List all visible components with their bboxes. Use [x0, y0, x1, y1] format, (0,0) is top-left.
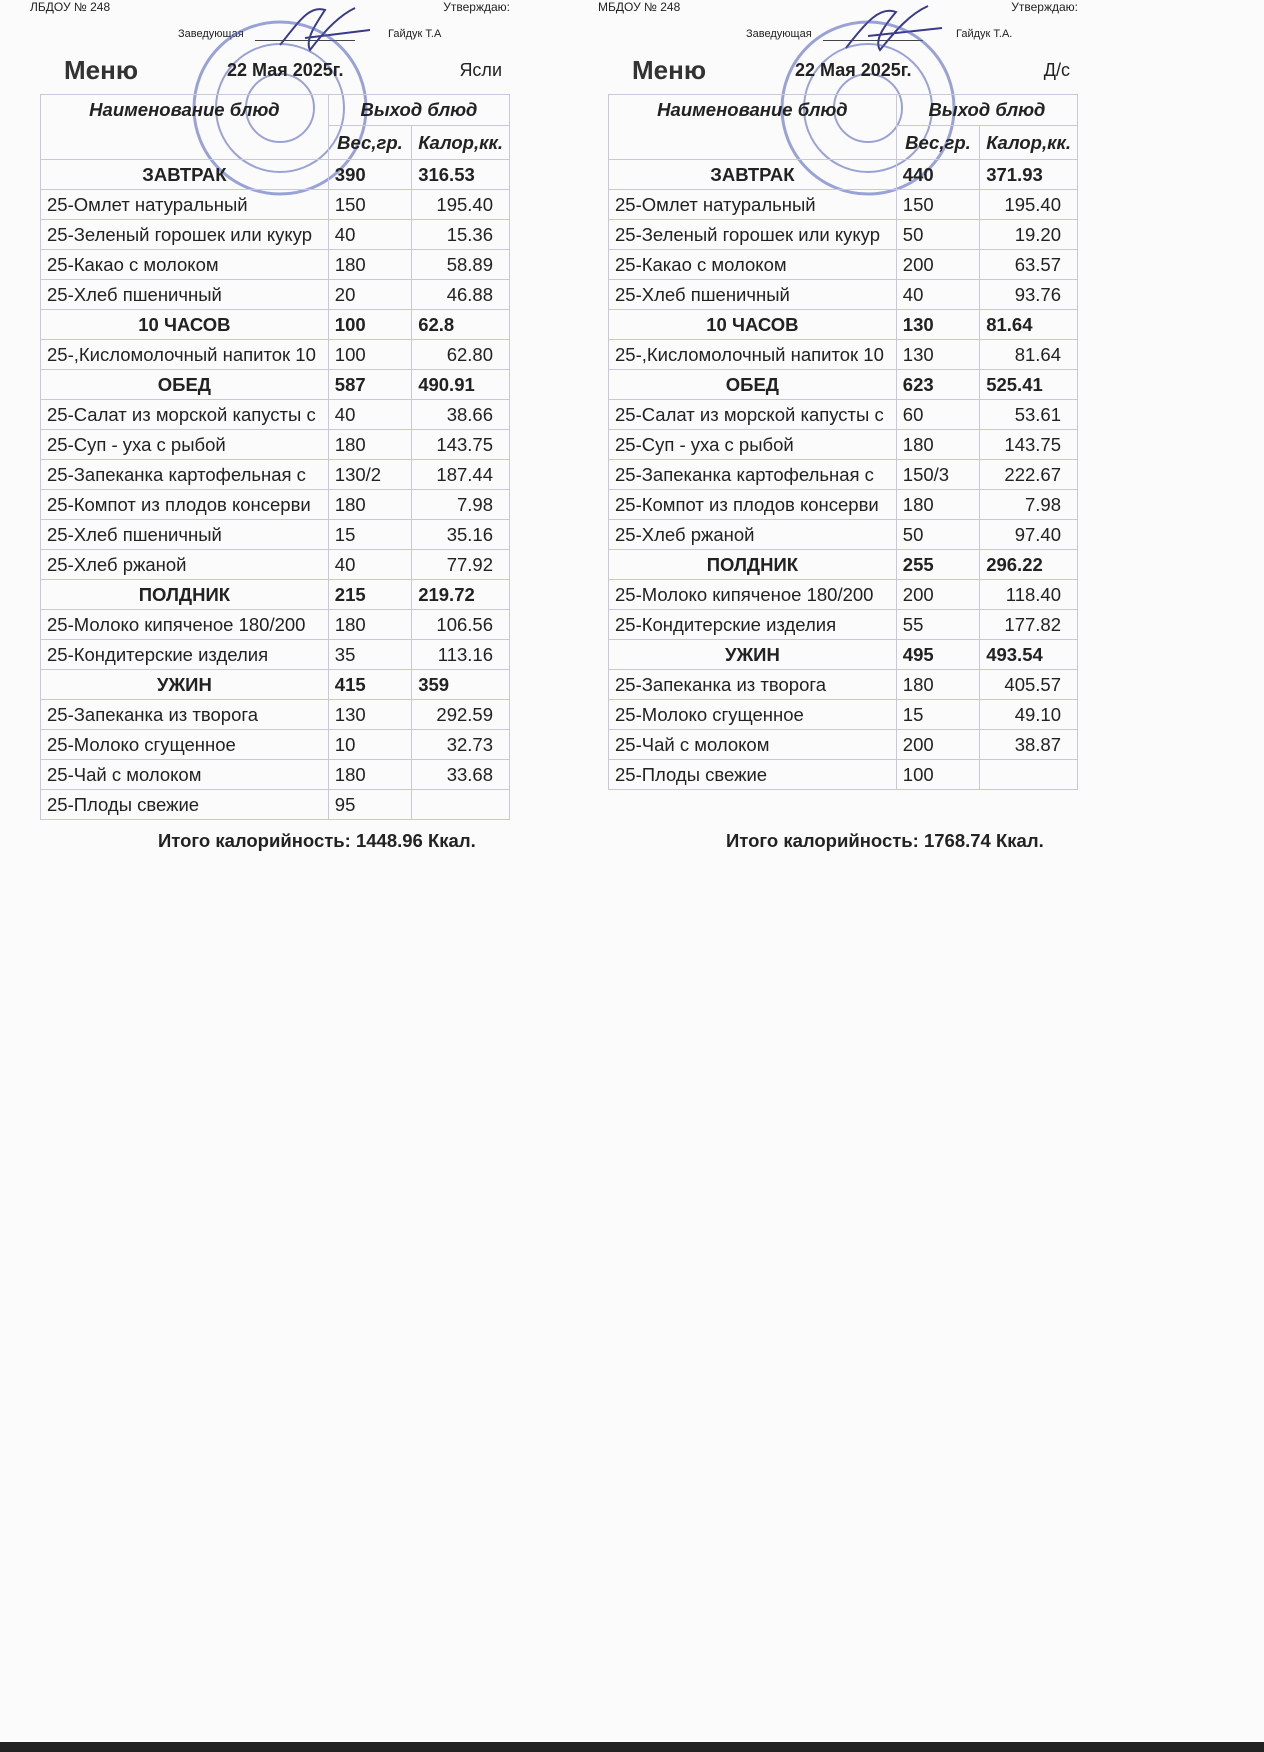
meal-name: ОБЕД: [41, 370, 329, 400]
dish-row: [609, 730, 1078, 760]
dish-name: 25-Запеканка из творога: [609, 670, 897, 700]
dish-name: 25-,Кисломолочный напиток 10: [41, 340, 329, 370]
menu-table-body: [609, 160, 1078, 790]
meal-calories: 62.8: [412, 310, 510, 340]
meal-weight: 255: [896, 550, 979, 580]
dish-weight: 40: [328, 550, 411, 580]
dish-weight: 130/2: [328, 460, 411, 490]
dish-row: [41, 280, 510, 310]
column-header-name: Наименование блюд: [609, 95, 897, 160]
dish-weight: 180: [328, 490, 411, 520]
meal-name: УЖИН: [41, 670, 329, 700]
dish-calories: 46.88: [412, 280, 510, 310]
dish-calories: 77.92: [412, 550, 510, 580]
dish-row: [41, 190, 510, 220]
dish-calories: 81.64: [980, 340, 1078, 370]
dish-name: 25-Кондитерские изделия: [609, 610, 897, 640]
dish-row: [41, 400, 510, 430]
approve-label: Утверждаю:: [443, 0, 510, 14]
dish-weight: 150: [896, 190, 979, 220]
dish-calories: 38.87: [980, 730, 1078, 760]
dish-weight: 180: [328, 610, 411, 640]
dish-calories: 19.20: [980, 220, 1078, 250]
dish-row: [609, 610, 1078, 640]
dish-weight: 15: [328, 520, 411, 550]
dish-row: [41, 700, 510, 730]
signature-icon: [838, 0, 948, 60]
meal-weight: 495: [896, 640, 979, 670]
dish-weight: 130: [328, 700, 411, 730]
dish-row: [609, 250, 1078, 280]
meal-name: ОБЕД: [609, 370, 897, 400]
dish-calories: [412, 790, 510, 820]
meal-section-row: [609, 640, 1078, 670]
dish-row: [41, 490, 510, 520]
menu-table-body: [41, 160, 510, 820]
dish-name: 25-Какао с молоком: [41, 250, 329, 280]
dish-name: 25-Омлет натуральный: [609, 190, 897, 220]
meal-name: ЗАВТРАК: [609, 160, 897, 190]
column-header-calories: Калор,кк.: [980, 126, 1078, 160]
dish-weight: 50: [896, 220, 979, 250]
dish-row: [41, 640, 510, 670]
meal-calories: 296.22: [980, 550, 1078, 580]
meal-section-row: [41, 670, 510, 700]
meal-weight: 390: [328, 160, 411, 190]
dish-row: [41, 460, 510, 490]
dish-name: 25-Хлеб пшеничный: [609, 280, 897, 310]
dish-name: 25-Молоко кипяченое 180/200: [609, 580, 897, 610]
meal-section-row: [41, 370, 510, 400]
dish-calories: 118.40: [980, 580, 1078, 610]
dish-row: [609, 280, 1078, 310]
org-name: МБДОУ № 248: [598, 0, 681, 14]
dish-weight: 200: [896, 580, 979, 610]
dish-calories: 195.40: [412, 190, 510, 220]
dish-row: [609, 760, 1078, 790]
dish-row: [41, 520, 510, 550]
dish-name: 25-Хлеб ржаной: [41, 550, 329, 580]
meal-weight: 130: [896, 310, 979, 340]
dish-row: [609, 490, 1078, 520]
dish-weight: 150: [328, 190, 411, 220]
dish-calories: 177.82: [980, 610, 1078, 640]
scan-edge: [0, 1742, 1264, 1752]
dish-weight: 40: [896, 280, 979, 310]
dish-row: [609, 190, 1078, 220]
column-header-calories: Калор,кк.: [412, 126, 510, 160]
meal-name: ПОЛДНИК: [609, 550, 897, 580]
meal-weight: 623: [896, 370, 979, 400]
dish-row: [41, 550, 510, 580]
column-header-weight: Вес,гр.: [328, 126, 411, 160]
dish-name: 25-Омлет натуральный: [41, 190, 329, 220]
dish-row: [609, 340, 1078, 370]
meal-weight: 415: [328, 670, 411, 700]
menu-panel-kindergarten: [598, 0, 1078, 860]
meal-weight: 215: [328, 580, 411, 610]
column-header-weight: Вес,гр.: [896, 126, 979, 160]
dish-row: [609, 220, 1078, 250]
dish-weight: 10: [328, 730, 411, 760]
dish-row: [609, 400, 1078, 430]
head-name: Гайдук Т.А: [388, 28, 442, 40]
menu-panel-nursery: [30, 0, 510, 860]
dish-calories: 195.40: [980, 190, 1078, 220]
dish-row: [41, 760, 510, 790]
dish-weight: 40: [328, 220, 411, 250]
dish-row: [41, 250, 510, 280]
column-header-output: Выход блюд: [328, 95, 509, 126]
dish-row: [609, 460, 1078, 490]
approve-label: Утверждаю:: [1011, 0, 1078, 14]
dish-name: 25-Какао с молоком: [609, 250, 897, 280]
dish-name: 25-Запеканка из творога: [41, 700, 329, 730]
dish-weight: 180: [328, 250, 411, 280]
dish-weight: 20: [328, 280, 411, 310]
dish-calories: 187.44: [412, 460, 510, 490]
meal-name: УЖИН: [609, 640, 897, 670]
dish-name: 25-Плоды свежие: [41, 790, 329, 820]
dish-name: 25-Чай с молоком: [609, 730, 897, 760]
dish-name: 25-Суп - уха с рыбой: [609, 430, 897, 460]
dish-name: 25-Запеканка картофельная с: [41, 460, 329, 490]
head-title: Заведующая: [746, 28, 812, 40]
meal-weight: 587: [328, 370, 411, 400]
meal-calories: 219.72: [412, 580, 510, 610]
dish-name: 25-Компот из плодов консерви: [41, 490, 329, 520]
dish-calories: 63.57: [980, 250, 1078, 280]
head-name: Гайдук Т.А.: [956, 28, 1013, 40]
meal-section-row: [609, 310, 1078, 340]
dish-weight: 180: [896, 430, 979, 460]
head-title: Заведующая: [178, 28, 244, 40]
meal-name: ЗАВТРАК: [41, 160, 329, 190]
dish-name: 25-Суп - уха с рыбой: [41, 430, 329, 460]
dish-name: 25-Хлеб ржаной: [609, 520, 897, 550]
dish-calories: 38.66: [412, 400, 510, 430]
dish-name: 25-Хлеб пшеничный: [41, 520, 329, 550]
menu-date: 22 Мая 2025г.: [795, 60, 912, 80]
meal-calories: 525.41: [980, 370, 1078, 400]
dish-name: 25-Салат из морской капусты с: [609, 400, 897, 430]
total-calories: Итого калорийность: 1448.96 Ккал.: [158, 830, 476, 851]
meal-weight: 100: [328, 310, 411, 340]
dish-weight: 180: [896, 670, 979, 700]
org-name: ЛБДОУ № 248: [30, 0, 111, 14]
dish-calories: 35.16: [412, 520, 510, 550]
meal-section-row: [609, 370, 1078, 400]
meal-calories: 490.91: [412, 370, 510, 400]
meal-section-row: [41, 310, 510, 340]
dish-name: 25-Плоды свежие: [609, 760, 897, 790]
dish-row: [609, 670, 1078, 700]
dish-name: 25-Хлеб пшеничный: [41, 280, 329, 310]
dish-calories: 32.73: [412, 730, 510, 760]
meal-calories: 493.54: [980, 640, 1078, 670]
dish-calories: [980, 760, 1078, 790]
dish-name: 25-Молоко кипяченое 180/200: [41, 610, 329, 640]
meal-calories: 371.93: [980, 160, 1078, 190]
meal-weight: 440: [896, 160, 979, 190]
dish-name: 25-Салат из морской капусты с: [41, 400, 329, 430]
dish-name: 25-Запеканка картофельная с: [609, 460, 897, 490]
column-header-name: Наименование блюд: [41, 95, 329, 160]
dish-name: 25-Молоко сгущенное: [609, 700, 897, 730]
meal-calories: 359: [412, 670, 510, 700]
dish-name: 25-Компот из плодов консерви: [609, 490, 897, 520]
dish-calories: 405.57: [980, 670, 1078, 700]
meal-name: ПОЛДНИК: [41, 580, 329, 610]
dish-name: 25-Кондитерские изделия: [41, 640, 329, 670]
dish-row: [609, 580, 1078, 610]
dish-calories: 97.40: [980, 520, 1078, 550]
dish-weight: 100: [328, 340, 411, 370]
dish-weight: 180: [896, 490, 979, 520]
dish-calories: 58.89: [412, 250, 510, 280]
meal-name: 10 ЧАСОВ: [41, 310, 329, 340]
dish-calories: 15.36: [412, 220, 510, 250]
dish-row: [41, 610, 510, 640]
dish-name: 25-Чай с молоком: [41, 760, 329, 790]
dish-calories: 62.80: [412, 340, 510, 370]
dish-calories: 143.75: [980, 430, 1078, 460]
dish-weight: 180: [328, 760, 411, 790]
dish-calories: 53.61: [980, 400, 1078, 430]
dish-row: [41, 340, 510, 370]
dish-calories: 106.56: [412, 610, 510, 640]
dish-weight: 55: [896, 610, 979, 640]
meal-name: 10 ЧАСОВ: [609, 310, 897, 340]
dish-name: 25-Зеленый горошек или кукур: [609, 220, 897, 250]
dish-row: [41, 430, 510, 460]
menu-group: Ясли: [459, 60, 502, 80]
dish-row: [609, 700, 1078, 730]
dish-weight: 130: [896, 340, 979, 370]
column-header-output: Выход блюд: [896, 95, 1077, 126]
dish-weight: 180: [328, 430, 411, 460]
dish-name: 25-Зеленый горошек или кукур: [41, 220, 329, 250]
dish-calories: 292.59: [412, 700, 510, 730]
dish-row: [41, 220, 510, 250]
dish-row: [41, 790, 510, 820]
meal-section-row: [609, 550, 1078, 580]
dish-weight: 60: [896, 400, 979, 430]
dish-weight: 50: [896, 520, 979, 550]
dish-weight: 200: [896, 250, 979, 280]
meal-section-row: [609, 160, 1078, 190]
dish-row: [609, 430, 1078, 460]
menu-table: [608, 94, 1078, 790]
dish-weight: 150/3: [896, 460, 979, 490]
menu-date: 22 Мая 2025г.: [227, 60, 344, 80]
dish-weight: 40: [328, 400, 411, 430]
dish-calories: 33.68: [412, 760, 510, 790]
total-calories: Итого калорийность: 1768.74 Ккал.: [726, 830, 1044, 851]
dish-calories: 113.16: [412, 640, 510, 670]
menu-title: Меню: [632, 55, 707, 85]
dish-calories: 93.76: [980, 280, 1078, 310]
meal-section-row: [41, 160, 510, 190]
menu-group: Д/с: [1043, 60, 1070, 80]
dish-calories: 7.98: [980, 490, 1078, 520]
dish-calories: 7.98: [412, 490, 510, 520]
dish-calories: 143.75: [412, 430, 510, 460]
dish-name: 25-Молоко сгущенное: [41, 730, 329, 760]
meal-section-row: [41, 580, 510, 610]
dish-row: [609, 520, 1078, 550]
meal-calories: 81.64: [980, 310, 1078, 340]
dish-calories: 222.67: [980, 460, 1078, 490]
menu-title: Меню: [64, 55, 139, 85]
dish-weight: 15: [896, 700, 979, 730]
signature-icon: [270, 0, 380, 60]
meal-calories: 316.53: [412, 160, 510, 190]
dish-row: [41, 730, 510, 760]
dish-weight: 200: [896, 730, 979, 760]
dish-name: 25-,Кисломолочный напиток 10: [609, 340, 897, 370]
dish-weight: 95: [328, 790, 411, 820]
dish-weight: 35: [328, 640, 411, 670]
menu-table: [40, 94, 510, 820]
dish-weight: 100: [896, 760, 979, 790]
dish-calories: 49.10: [980, 700, 1078, 730]
